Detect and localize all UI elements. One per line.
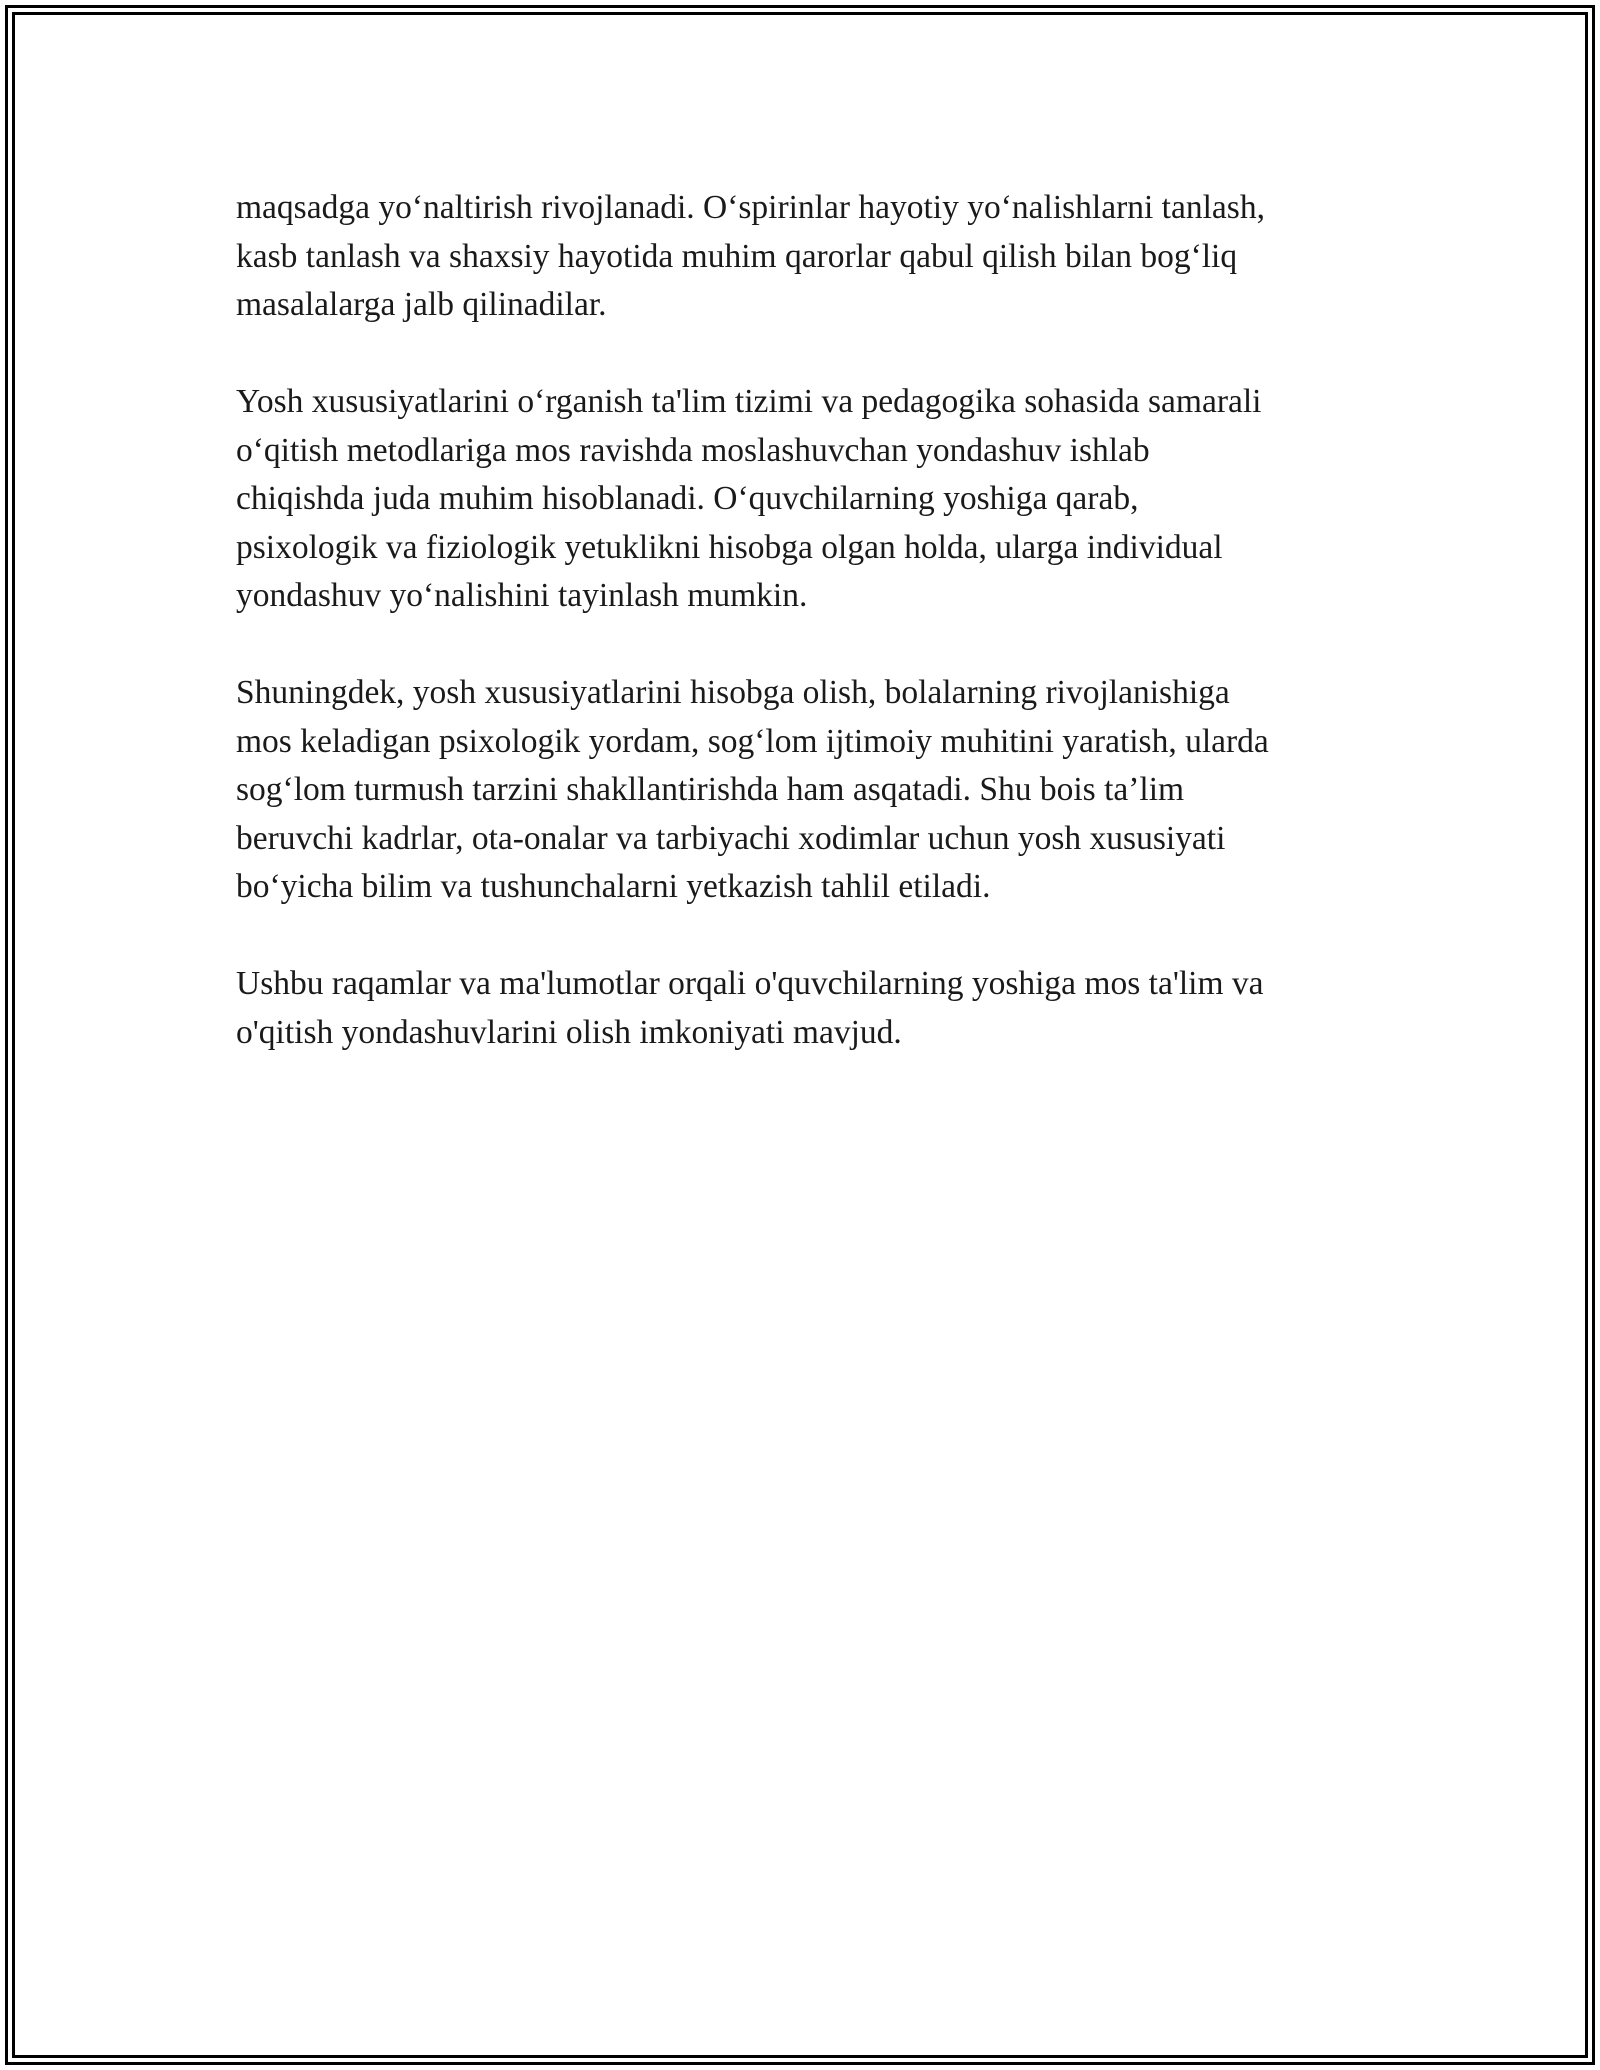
paragraph-line: Ushbu raqamlar va ma'lumotlar orqali o'quvchilarning yoshiga mos ta'lim va	[236, 965, 1264, 1002]
paragraph-line: o'qitish yondashuvlarini olish imkoniyati mavjud.	[236, 1013, 902, 1051]
paragraph-2	[236, 378, 1384, 621]
paragraph-3	[236, 669, 1384, 912]
paragraph-4	[236, 960, 1384, 1057]
paragraph-line: chiqishda juda muhim hisoblanadi. O‘quvchilarning yoshiga qarab,	[236, 480, 1139, 517]
paragraph-line: beruvchi kadrlar, ota-onalar va tarbiyachi xodimlar uchun yosh xususiyati	[236, 819, 1226, 857]
paragraph-line: o‘qitish metodlariga mos ravishda moslashuvchan yondashuv ishlab	[236, 431, 1150, 469]
paragraph-line: kasb tanlash va shaxsiy hayotida muhim qarorlar qabul qilish bilan bog‘liq	[236, 237, 1238, 275]
paragraph-line: masalalarga jalb qilinadilar.	[236, 286, 607, 323]
paragraph-line: bo‘yicha bilim va tushunchalarni yetkazish tahlil etiladi.	[236, 868, 991, 905]
paragraph-line: Yosh xususiyatlarini o‘rganish ta'lim tizimi va pedagogika sohasida samarali	[236, 383, 1262, 420]
paragraph-line: psixologik va fiziologik yetuklikni hisobga olgan holda, ularga individual	[236, 528, 1223, 566]
paragraph-1	[236, 184, 1384, 330]
paragraph-line: sog‘lom turmush tarzini shakllantirishda ham asqatadi. Shu bois ta’lim	[236, 771, 1185, 808]
paragraph-line: Shuningdek, yosh xususiyatlarini hisobga olish, bolalarning rivojlanishiga	[236, 674, 1230, 711]
paragraph-line: maqsadga yo‘naltirish rivojlanadi. O‘spirinlar hayotiy yo‘nalishlarni tanlash,	[236, 189, 1265, 226]
document-body	[236, 184, 1384, 1106]
paragraph-line: mos keladigan psixologik yordam, sog‘lom ijtimoiy muhitini yaratish, ularda	[236, 722, 1269, 760]
paragraph-line: yondashuv yo‘nalishini tayinlash mumkin.	[236, 577, 808, 614]
